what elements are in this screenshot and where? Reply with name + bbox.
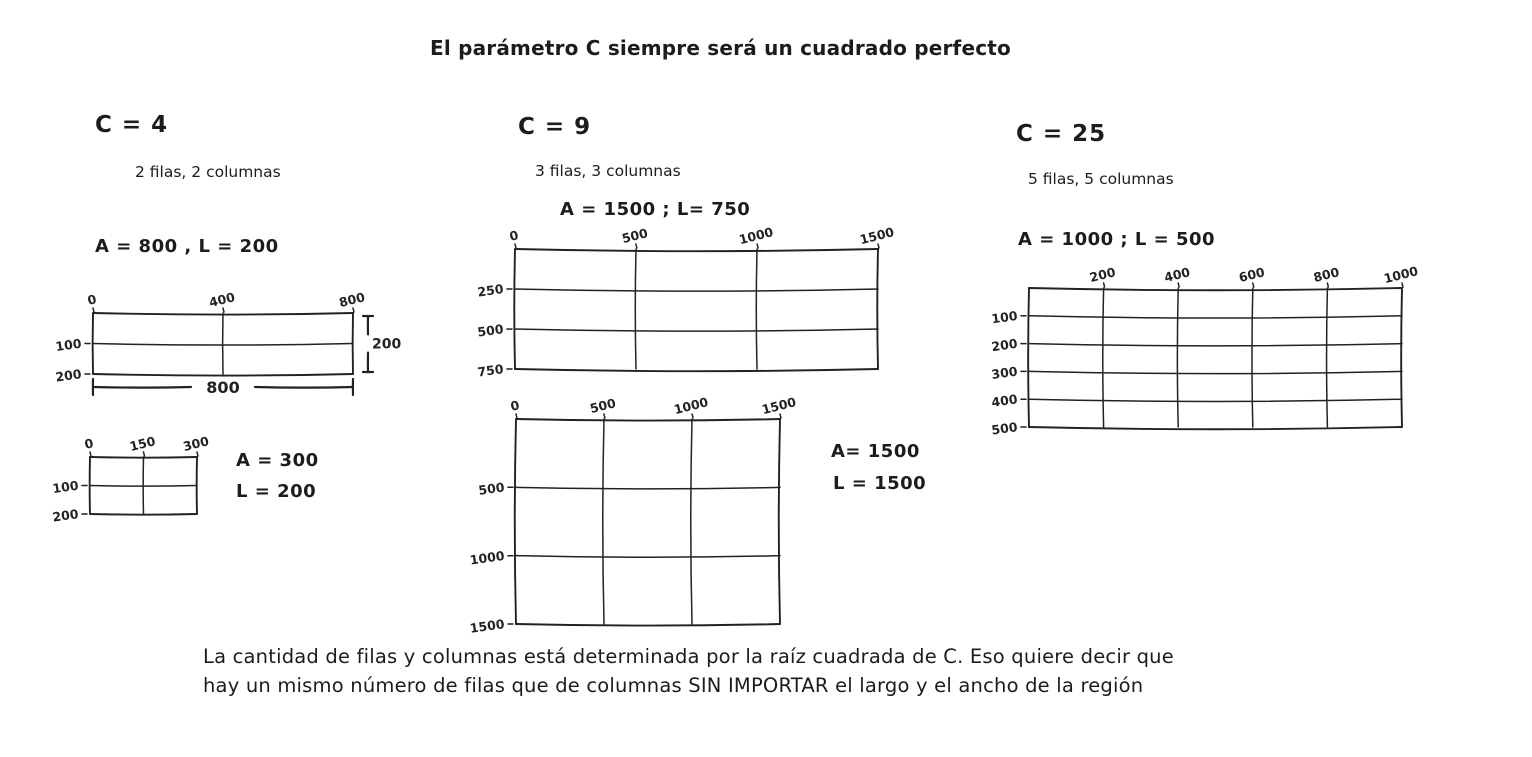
- grid-line: [603, 419, 604, 624]
- grid-line: [1029, 399, 1402, 401]
- grid-line: [515, 244, 516, 248]
- y-tick-label: 750: [476, 361, 505, 380]
- grid-line: [1402, 283, 1403, 287]
- grid-line: [1252, 288, 1253, 427]
- x-tick-label: 0: [507, 227, 520, 244]
- x-tick-label: 0: [508, 397, 521, 414]
- grid-line: [1104, 283, 1105, 287]
- grid-line: [878, 244, 879, 248]
- c4-rows-cols-note: 2 filas, 2 columnas: [135, 163, 281, 181]
- c9-rows-cols-note: 3 filas, 3 columnas: [535, 162, 681, 180]
- y-tick-label: 100: [51, 477, 80, 497]
- x-tick-label: 300: [181, 433, 211, 455]
- footer-note-line1: La cantidad de filas y columnas está determinada por la raíz cuadrada de C. Eso quiere decir que: [203, 645, 1174, 668]
- c4-side-area-label: A = 300: [236, 450, 319, 471]
- grid-line: [1029, 371, 1402, 373]
- x-tick-label: 1500: [858, 224, 896, 248]
- grid-line: [93, 308, 94, 312]
- grid-line: [516, 624, 780, 626]
- grid-c9-wide: [445, 218, 920, 383]
- grid-line: [1177, 288, 1178, 427]
- grid-line: [515, 369, 878, 371]
- grid-line: [1029, 344, 1402, 346]
- x-tick-label: 0: [85, 291, 98, 308]
- x-tick-label: 500: [620, 225, 650, 247]
- grid-line: [1029, 288, 1402, 290]
- grid-line: [516, 556, 780, 558]
- grid-c25: [975, 252, 1455, 442]
- x-tick-label: 1000: [672, 394, 710, 418]
- grid-line: [780, 414, 781, 418]
- grid-c4-small: [51, 423, 225, 525]
- grid-line: [1401, 288, 1402, 427]
- y-tick-label: 500: [990, 419, 1019, 438]
- x-tick-label: 1000: [1382, 263, 1420, 287]
- c9-value-label: C = 9: [518, 114, 592, 140]
- x-tick-label: 1000: [737, 224, 775, 248]
- c25-value-label: C = 25: [1016, 121, 1107, 147]
- grid-c9-square: [445, 388, 925, 638]
- x-tick-label: 150: [127, 433, 157, 455]
- c9-side-length-label: L = 1500: [833, 473, 927, 494]
- grid-line: [197, 452, 198, 456]
- c9-side-area-label: A= 1500: [831, 441, 920, 462]
- grid-line: [515, 329, 878, 331]
- x-tick-label: 1500: [760, 394, 798, 418]
- grid-line: [515, 249, 878, 251]
- grid-line: [90, 452, 91, 456]
- grid-line: [90, 486, 197, 487]
- grid-line: [516, 487, 780, 489]
- page-title: El parámetro C siempre será un cuadrado perfecto: [430, 36, 1011, 60]
- c4-value-label: C = 4: [95, 112, 169, 138]
- grid-line: [515, 289, 878, 291]
- y-tick-label: 400: [990, 391, 1019, 410]
- grid-line: [516, 414, 517, 418]
- x-tick-label: 800: [1311, 264, 1341, 286]
- grid-line: [93, 387, 191, 388]
- grid-line: [255, 387, 353, 388]
- x-tick-label: 200: [1088, 264, 1117, 286]
- y-tick-label: 100: [54, 335, 83, 355]
- c4-area-length-label: A = 800 , L = 200: [95, 236, 279, 257]
- y-tick-label: 200: [990, 335, 1019, 355]
- grid-line: [691, 419, 692, 624]
- c25-rows-cols-note: 5 filas, 5 columnas: [1028, 170, 1174, 188]
- grid-line: [144, 452, 145, 456]
- grid-line: [635, 249, 636, 369]
- bottom-dimension-label: 800: [206, 378, 240, 397]
- y-tick-label: 500: [477, 479, 506, 498]
- grid-line: [1028, 288, 1029, 427]
- y-tick-label: 100: [990, 307, 1019, 327]
- y-tick-label: 1500: [468, 616, 506, 636]
- y-tick-label: 200: [51, 506, 80, 525]
- grid-line: [223, 308, 224, 312]
- grid-line: [692, 414, 693, 418]
- y-tick-label: 300: [990, 363, 1019, 383]
- grid-line: [756, 249, 757, 369]
- y-tick-label: 500: [476, 321, 505, 340]
- c9-area-length-label: A = 1500 ; L= 750: [560, 199, 751, 220]
- grid-line: [515, 419, 516, 624]
- grid-line: [514, 249, 515, 369]
- y-tick-label: 250: [476, 281, 505, 300]
- y-tick-label: 1000: [468, 547, 506, 568]
- grid-line: [1253, 283, 1254, 287]
- grid-line: [1029, 427, 1402, 429]
- grid-line: [877, 249, 878, 369]
- grid-c4-wide: [50, 283, 410, 401]
- grid-line: [1103, 288, 1104, 427]
- y-tick-label: 200: [54, 366, 83, 385]
- right-dimension-label: 200: [372, 336, 402, 353]
- footer-note-line2: hay un mismo número de filas que de columnas SIN IMPORTAR el largo y el ancho de la región: [203, 674, 1144, 697]
- x-tick-label: 400: [207, 289, 237, 311]
- x-tick-label: 0: [82, 435, 95, 452]
- x-tick-label: 600: [1237, 264, 1267, 286]
- grid-line: [1178, 283, 1179, 287]
- c25-area-length-label: A = 1000 ; L = 500: [1018, 229, 1216, 250]
- x-tick-label: 500: [588, 395, 618, 417]
- grid-line: [779, 419, 780, 624]
- grid-line: [604, 414, 605, 418]
- grid-line: [1327, 283, 1328, 287]
- x-tick-label: 400: [1162, 264, 1192, 286]
- grid-line: [1327, 288, 1328, 427]
- c4-side-length-label: L = 200: [236, 481, 317, 502]
- grid-line: [353, 308, 354, 312]
- grid-line: [757, 244, 758, 248]
- grid-line: [516, 419, 780, 421]
- x-tick-label: 800: [337, 289, 367, 311]
- grid-line: [1029, 316, 1402, 318]
- grid-line: [636, 244, 637, 248]
